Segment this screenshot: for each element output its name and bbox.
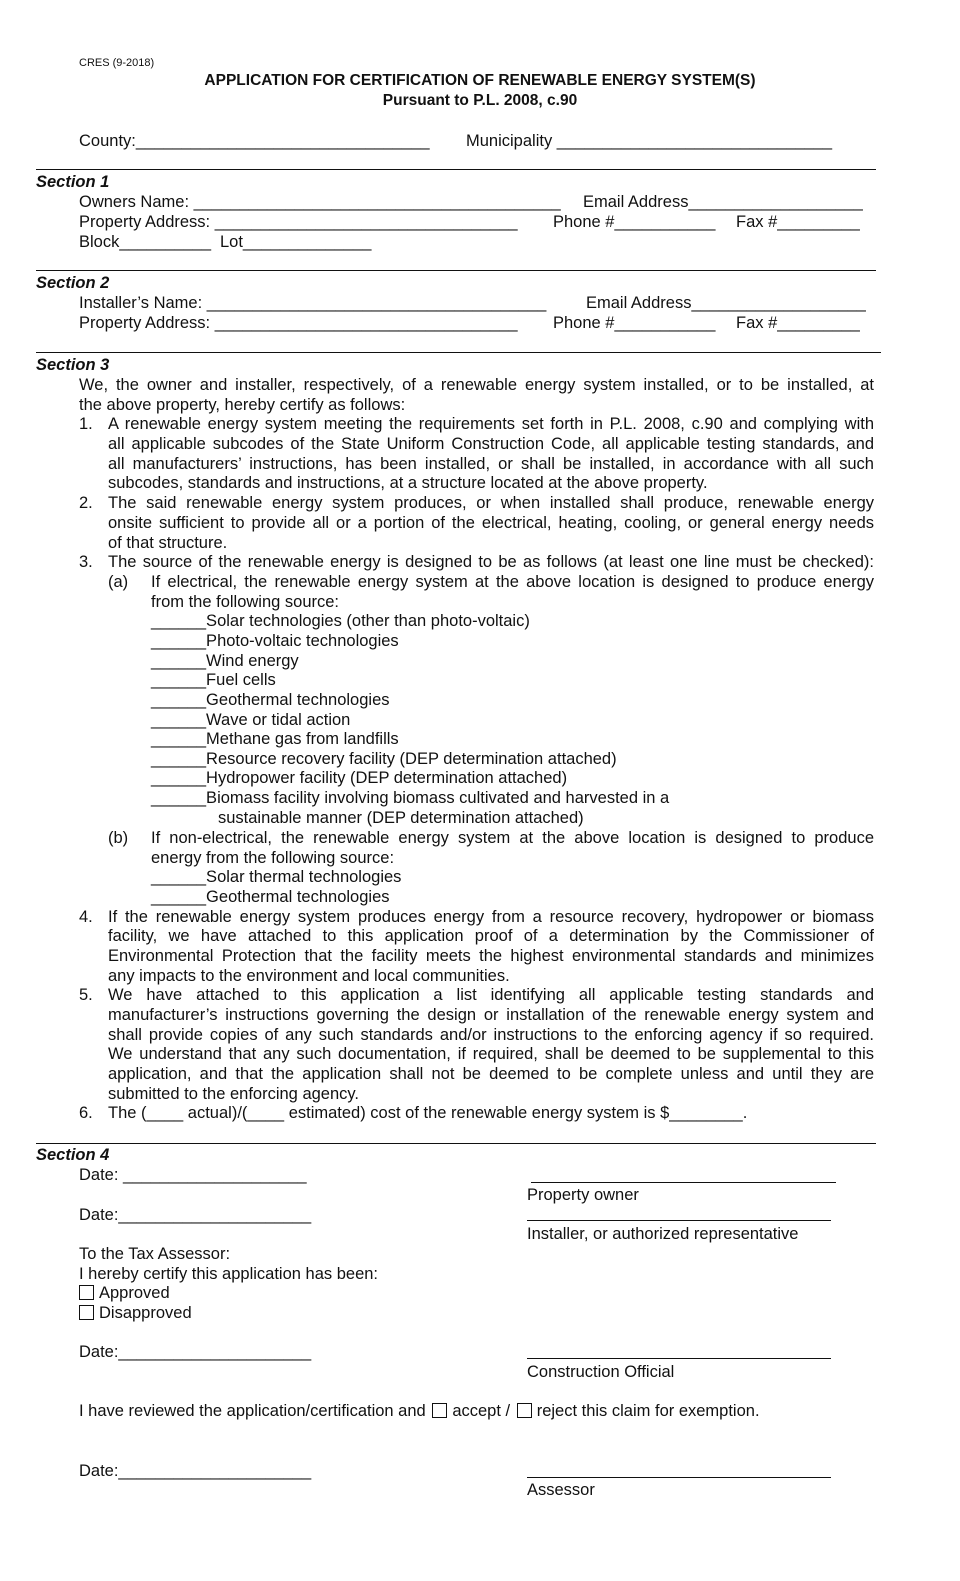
divider [36,1143,876,1144]
source-biomass-continued: sustainable manner (DEP determination attached) [218,809,584,827]
item-1-text: all applicable subcodes of the State Uniform Construction Code, all applicable testing standards, and [108,435,874,453]
item-number: 5. [79,986,93,1004]
source-line-geothermal[interactable]: ______Geothermal technologies [151,691,390,709]
review-text: I have reviewed the application/certification and [79,1402,426,1420]
item-4-text: Environmental Protection that the facility meets the highest environmental standards and minimizes [108,947,874,965]
installer-signature-line[interactable] [527,1220,831,1221]
assessor-signature-line[interactable] [527,1477,831,1478]
owner-date-field[interactable]: Date: ____________________ [79,1166,307,1184]
construction-official-signature-line[interactable] [527,1358,831,1359]
section-2-heading: Section 2 [36,274,110,292]
intro-text: We, the owner and installer, respectively, of a renewable energy system installed, or to be installed, at [79,376,874,394]
owners-name-field[interactable]: Owners Name: ________________________________________ [79,193,561,211]
accept-checkbox[interactable] [432,1403,447,1418]
assessor-date-field[interactable]: Date:_____________________ [79,1462,312,1480]
source-line-solar[interactable]: ______Solar technologies (other than photo-voltaic) [151,612,530,630]
item-number: 3. [79,553,93,571]
item-3-text: The source of the renewable energy is designed to be as follows (at least one line must be checked): [108,553,874,571]
owner-property-address-field[interactable]: Property Address: _________________________________ [79,213,518,231]
source-line-resource-recovery[interactable]: ______Resource recovery facility (DEP determination attached) [151,750,617,768]
divider [36,270,876,271]
item-number: 2. [79,494,93,512]
item-3a-text: from the following source: [151,593,340,611]
section-4-heading: Section 4 [36,1146,110,1164]
form-title: APPLICATION FOR CERTIFICATION OF RENEWABLE ENERGY SYSTEM(S) [204,72,756,89]
certify-statement: I hereby certify this application has been: [79,1265,379,1283]
reject-label: reject this claim for exemption. [536,1402,760,1420]
item-5-text: We understand that any such documentation, if required, shall be deemed to be supplemental to this [108,1045,874,1063]
item-number: 1. [79,415,93,433]
section-3-heading: Section 3 [36,356,110,374]
approved-label: Approved [99,1284,170,1302]
installer-phone-field[interactable]: Phone #___________ [553,314,716,332]
official-date-field[interactable]: Date:_____________________ [79,1343,312,1361]
source-line-biomass[interactable]: ______Biomass facility involving biomass cultivated and harvested in a [151,789,670,807]
block-field[interactable]: Block__________ [79,233,212,251]
approved-checkbox[interactable] [79,1285,94,1300]
item-number: 4. [79,908,93,926]
item-5-text: application, and that the application shall not be deemed to be complete unless and until they are [108,1065,874,1083]
item-number: 6. [79,1104,93,1122]
sub-item-label: (b) [108,829,129,847]
owner-phone-field[interactable]: Phone #___________ [553,213,716,231]
form-code: CRES (9-2018) [79,57,155,69]
item-5-text: manufacturer’s instructions governing the design or installation of the renewable energy system and [108,1006,874,1024]
installer-name-field[interactable]: Installer’s Name: _____________________________________ [79,294,547,312]
item-1-text: A renewable energy system meeting the requirements set forth in P.L. 2008, c.90 and complying with [108,415,874,433]
accept-label: accept / [452,1402,511,1420]
disapproved-label: Disapproved [99,1304,192,1322]
property-owner-label: Property owner [527,1186,639,1204]
cost-field[interactable]: The (____ actual)/(____ estimated) cost of the renewable energy system is $________. [108,1104,748,1122]
source-line-wave-tidal[interactable]: ______Wave or tidal action [151,711,351,729]
reject-checkbox[interactable] [517,1403,532,1418]
property-owner-signature-line[interactable] [531,1182,836,1183]
item-2-text: onsite sufficient to provide all or a portion of the electrical, heating, cooling, or general energy needs [108,514,874,532]
installer-property-address-field[interactable]: Property Address: _________________________________ [79,314,518,332]
approved-option[interactable] [79,1283,170,1303]
assessor-label: Assessor [527,1481,595,1499]
item-5-text: submitted to the enforcing agency. [108,1085,360,1103]
source-line-wind[interactable]: ______Wind energy [151,652,299,670]
item-4-text: facility, we have attached to this application proof of a determination by the Commissioner of [108,927,874,945]
divider [36,169,876,170]
owner-fax-field[interactable]: Fax #_________ [736,213,860,231]
item-4-text: any impacts to the environment and local communities. [108,967,510,985]
source-line-geothermal-nonelectric[interactable]: ______Geothermal technologies [151,888,390,906]
item-1-text: all manufacturers’ instructions, has been installed, or shall be installed, in accordance with all such [108,455,874,473]
sub-item-label: (a) [108,573,129,591]
intro-text: the above property, hereby certify as follows: [79,396,406,414]
installer-label: Installer, or authorized representative [527,1225,799,1243]
disapproved-option[interactable] [79,1303,192,1323]
item-4-text: If the renewable energy system produces energy from a resource recovery, hydropower or biomass [108,908,874,926]
installer-date-field[interactable]: Date:_____________________ [79,1206,312,1224]
source-line-hydropower[interactable]: ______Hydropower facility (DEP determination attached) [151,769,568,787]
section-1-heading: Section 1 [36,173,110,191]
divider [36,352,881,353]
lot-field[interactable]: Lot______________ [220,233,372,251]
to-tax-assessor: To the Tax Assessor: [79,1245,231,1263]
source-line-solar-thermal[interactable]: ______Solar thermal technologies [151,868,402,886]
item-2-text: The said renewable energy system produces, or when installed shall produce, renewable energy [108,494,874,512]
item-3a-text: If electrical, the renewable energy system at the above location is designed to produce energy [151,573,874,591]
owner-email-field[interactable]: Email Address___________________ [583,193,863,211]
item-5-text: shall provide copies of any such standards and/or instructions to the enforcing agency if so required. [108,1026,874,1044]
item-3b-text: energy from the following source: [151,849,395,867]
source-line-fuel-cells[interactable]: ______Fuel cells [151,671,276,689]
form-subtitle: Pursuant to P.L. 2008, c.90 [382,92,578,109]
municipality-field[interactable]: Municipality ______________________________ [466,132,833,150]
item-2-text: of that structure. [108,534,228,552]
installer-fax-field[interactable]: Fax #_________ [736,314,860,332]
disapproved-checkbox[interactable] [79,1305,94,1320]
source-line-photovoltaic[interactable]: ______Photo-voltaic technologies [151,632,399,650]
source-line-methane[interactable]: ______Methane gas from landfills [151,730,399,748]
installer-email-field[interactable]: Email Address___________________ [586,294,866,312]
item-3b-text: If non-electrical, the renewable energy system at the above location is designed to produce [151,829,874,847]
item-1-text: subcodes, standards and instructions, at a structure located at the above property. [108,474,708,492]
county-field[interactable]: County:________________________________ [79,132,430,150]
assessor-review-statement [79,1401,760,1421]
item-5-text: We have attached to this application a list identifying all applicable testing standards and [108,986,874,1004]
construction-official-label: Construction Official [527,1363,675,1381]
